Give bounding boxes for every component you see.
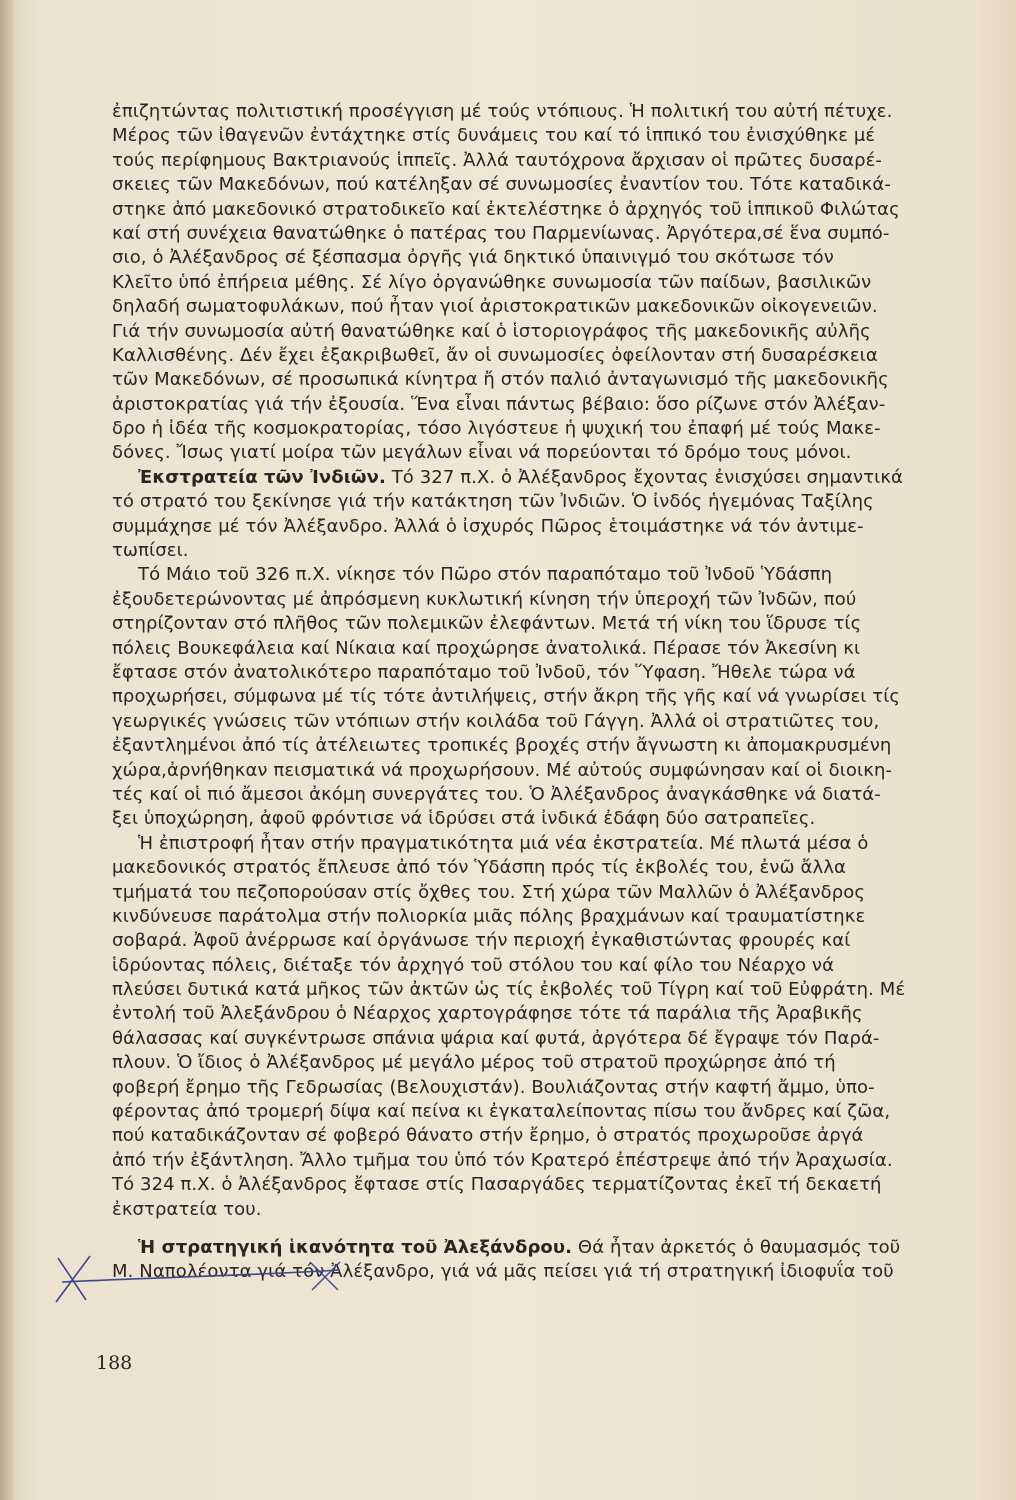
- section-india-first-line-text: Τό 327 π.Χ. ὁ Ἀλέξανδρος ἔχοντας ἐνισχύσει σημαντικά: [385, 466, 903, 488]
- text-line: δόνες. Ἴσως γιατί μοίρα τῶν μεγάλων εἶναι νά πορεύονται τό δρόμο τους μόνοι.: [112, 442, 852, 464]
- page-binding-edge: [0, 0, 14, 1500]
- text-line: ἐπιζητώντας πολιτιστική προσέγγιση μέ τούς ντόπιους. Ἡ πολιτική του αὐτή πέτυχε.: [112, 101, 893, 122]
- text-line: ἀριστοκρατίας γιά τήν ἐξουσία. Ἕνα εἶναι πάντως βέβαιο: ὅσο ρίζωνε στόν Ἀλέξαν-: [112, 393, 886, 415]
- paragraph-macedonian-conspiracies: [112, 100, 924, 466]
- text-line: σοβαρά. Ἀφοῦ ἀνέρρωσε καί ὀργάνωσε τήν περιοχή ἐγκαθιστώντας φρουρές καί: [112, 930, 851, 952]
- text-line: τμήματά του πεζοπορούσαν στίς ὄχθες του. Στή χώρα τῶν Μαλλῶν ὁ Ἀλέξανδρος: [112, 881, 866, 903]
- paragraph-strategy: [112, 1260, 924, 1284]
- text-line: συμμάχησε μέ τόν Ἀλέξανδρο. Ἀλλά ὁ ἰσχυρός Πῶρος ἑτοιμάστηκε νά τόν ἀντιμε-: [112, 515, 864, 537]
- text-line: Ἡ ἐπιστροφή ἦταν στήν πραγματικότητα μιά νέα ἐκστρατεία. Μέ πλωτά μέσα ὁ: [138, 832, 869, 854]
- paragraph-poros-battle: [112, 563, 924, 831]
- page-number: 188: [96, 1352, 133, 1374]
- text-line: Μ. Ναπολέοντα γιά τόν Ἀλέξανδρο, γιά νά μᾶς πείσει γιά τή στρατηγική ἰδιοφυΐα τοῦ: [112, 1261, 894, 1283]
- paragraph-return-journey: [112, 832, 924, 1222]
- text-line: Καλλισθένης. Δέν ἔχει ἐξακριβωθεῖ, ἄν οἱ συνωμοσίες ὀφείλονταν στή δυσαρέσκεια: [112, 344, 878, 366]
- text-line: φοβερή ἔρημο τῆς Γεδρωσίας (Βελουχιστάν). Βουλιάζοντας στήν καφτή ἄμμο, ὑπο-: [112, 1076, 875, 1098]
- text-line: καί στή συνέχεια θανατώθηκε ὁ πατέρας του Παρμενίωνας. Ἀργότερα,σέ ἕνα συμπό-: [112, 222, 890, 244]
- text-line: ἐκστρατεία του.: [112, 1198, 262, 1220]
- text-line: ἱδρύοντας πόλεις, διέταξε τόν ἀρχηγό τοῦ στόλου του καί φίλο του Νέαρχο νά: [112, 954, 835, 976]
- section-strategy-first-line: [112, 1236, 924, 1260]
- text-line: γεωργικές γνώσεις τῶν ντόπιων στήν κοιλάδα τοῦ Γάγγη. Ἀλλά οἱ στρατιῶτες του,: [112, 710, 880, 732]
- text-line: ἐντολή τοῦ Ἀλεξάνδρου ὁ Νέαρχος χαρτογράφησε τότε τά παράλια τῆς Ἀραβικῆς: [112, 1003, 863, 1025]
- text-line: Μέρος τῶν ἰθαγενῶν ἐντάχτηκε στίς δυνάμεις του καί τό ἱππικό του ἐνισχύθηκε μέ: [112, 125, 876, 147]
- text-line: στηρίζονταν στό πλῆθος τῶν πολεμικῶν ἐλεφάντων. Μετά τή νίκη του ἵδρυσε τίς: [112, 613, 862, 635]
- text-line: Τό Μάιο τοῦ 326 π.Χ. νίκησε τόν Πῶρο στόν παραπόταμο τοῦ Ἰνδοῦ Ὑδάσπη: [138, 564, 833, 586]
- text-line: προχωρήσει, σύμφωνα μέ τίς τότε ἀντιλήψεις, στήν ἄκρη τῆς γῆς καί νά γνωρίσει τίς: [112, 686, 901, 708]
- text-line: θάλασσας καί συγκέντρωσε σπάνια ψάρια καί φυτά, ἀργότερα δέ ἔγραψε τόν Παρά-: [112, 1027, 880, 1049]
- text-line: δηλαδή σωματοφυλάκων, πού ἦταν γιοί ἀριστοκρατικῶν μακεδονικῶν οἰκογενειῶν.: [112, 296, 878, 318]
- text-line: πλεύσει δυτικά κατά μῆκος τῶν ἀκτῶν ὡς τίς ἐκβολές τοῦ Τίγρη καί τοῦ Εὐφράτη. Μέ: [112, 979, 906, 1001]
- text-line: ἐξαντλημένοι ἀπό τίς ἀτέλειωτες τροπικές βροχές στήν ἄγνωστη κι ἀπομακρυσμένη: [112, 735, 892, 757]
- text-line: πόλεις Βουκεφάλεια καί Νίκαια καί προχώρησε ἀνατολικά. Πέρασε τόν Ἀκεσίνη κι: [112, 637, 861, 659]
- text-line: στηκε ἀπό μακεδονικό στρατοδικεῖο καί ἐκτελέστηκε ὁ ἀρχηγός τοῦ ἱππικοῦ Φιλώτας: [112, 198, 900, 220]
- section-strategy-first-line-text: Θά ἦταν ἀρκετός ὁ θαυμασμός τοῦ: [572, 1236, 901, 1258]
- text-line: Κλεῖτο ὑπό ἐπήρεια μέθης. Σέ λίγο ὀργανώθηκε συνωμοσία τῶν παίδων, βασιλικῶν: [112, 271, 872, 293]
- text-line: τωπίσει.: [112, 540, 189, 562]
- text-line: μακεδονικός στρατός ἔπλευσε ἀπό τόν Ὑδάσπη πρός τίς ἐκβολές του, ἐνῶ ἄλλα: [112, 857, 846, 879]
- text-line: δρο ἡ ἰδέα τῆς κοσμοκρατορίας, τόσο λιγόστευε ἡ ψυχική του ἐπαφή μέ τούς Μακε-: [112, 418, 881, 440]
- page-text: [112, 100, 924, 1285]
- text-line: φέροντας ἀπό τρομερή δίψα καί πείνα κι ἐγκαταλείποντας πίσω του ἄνδρες καί ζῶα,: [112, 1101, 891, 1123]
- section-heading-strategy: Ἡ στρατηγική ἱκανότητα τοῦ Ἀλεξάνδρου.: [138, 1236, 573, 1258]
- text-line: σιο, ὁ Ἀλέξανδρος σέ ξέσπασμα ὀργῆς γιά δηκτικό ὑπαινιγμό του σκότωσε τόν: [112, 247, 834, 269]
- text-line: ἐξουδετερώνοντας μέ ἀπρόσμενη κυκλωτική κίνηση τήν ὑπεροχή τῶν Ἰνδῶν, πού: [112, 588, 857, 610]
- text-line: ἔφτασε στόν ἀνατολικότερο παραπόταμο τοῦ Ἰνδοῦ, τόν Ὕφαση. Ἤθελε τώρα νά: [112, 661, 856, 683]
- text-line: Γιά τήν συνωμοσία αὐτή θανατώθηκε καί ὁ ἱστοριογράφος τῆς μακεδονικῆς αὐλῆς: [112, 320, 871, 342]
- text-line: πού καταδικάζονταν σέ φοβερό θάνατο στήν ἔρημο, ὁ στρατός προχωροῦσε ἀργά: [112, 1125, 864, 1147]
- paragraph-india-campaign: [112, 490, 924, 563]
- text-line: Τό 324 π.Χ. ὁ Ἀλέξανδρος ἔφτασε στίς Πασαργάδες τερματίζοντας ἐκεῖ τή δεκαετή: [112, 1174, 882, 1196]
- text-line: σκειες τῶν Μακεδόνων, πού κατέληξαν σέ συνωμοσίες ἐναντίον του. Τότε καταδικά-: [112, 174, 891, 196]
- text-line: τό στρατό του ξεκίνησε γιά τήν κατάκτηση τῶν Ἰνδιῶν. Ὁ ἰνδός ἡγεμόνας Ταξίλης: [112, 491, 874, 513]
- text-line: κινδύνευσε παράτολμα στήν πολιορκία μιᾶς πόλης βραχμάνων καί τραυματίστηκε: [112, 905, 866, 927]
- text-line: χώρα,ἀρνήθηκαν πεισματικά νά προχωρήσουν. Μέ αὐτούς συμφώνησαν καί οἱ διοικη-: [112, 759, 893, 781]
- text-line: τές καί οἱ πιό ἄμεσοι ἀκόμη συνεργάτες του. Ὁ Ἀλέξανδρος ἀναγκάσθηκε νά διατά-: [112, 783, 881, 805]
- text-line: τούς περίφημους Βακτριανούς ἱππεῖς. Ἀλλά ταυτόχρονα ἄρχισαν οἱ πρῶτες δυσαρέ-: [112, 149, 883, 171]
- section-heading-india: Ἐκστρατεία τῶν Ἰνδιῶν.: [138, 466, 386, 488]
- text-line: ἀπό τήν ἐξάντληση. Ἄλλο τμῆμα του ὑπό τόν Κρατερό ἐπέστρεψε ἀπό τήν Ἀραχωσία.: [112, 1149, 893, 1171]
- text-line: τῶν Μακεδόνων, σέ προσωπικά κίνητρα ἤ στόν παλιό ἀνταγωνισμό τῆς μακεδονικῆς: [112, 369, 889, 391]
- section-india-first-line: [112, 466, 924, 490]
- text-line: ξει ὑποχώρηση, ἀφοῦ φρόντισε νά ἱδρύσει στά ἰνδικά ἐδάφη δύο σατραπεῖες.: [112, 808, 816, 830]
- text-line: πλουν. Ὁ ἴδιος ὁ Ἀλέξανδρος μέ μεγάλο μέρος τοῦ στρατοῦ προχώρησε ἀπό τή: [112, 1052, 836, 1074]
